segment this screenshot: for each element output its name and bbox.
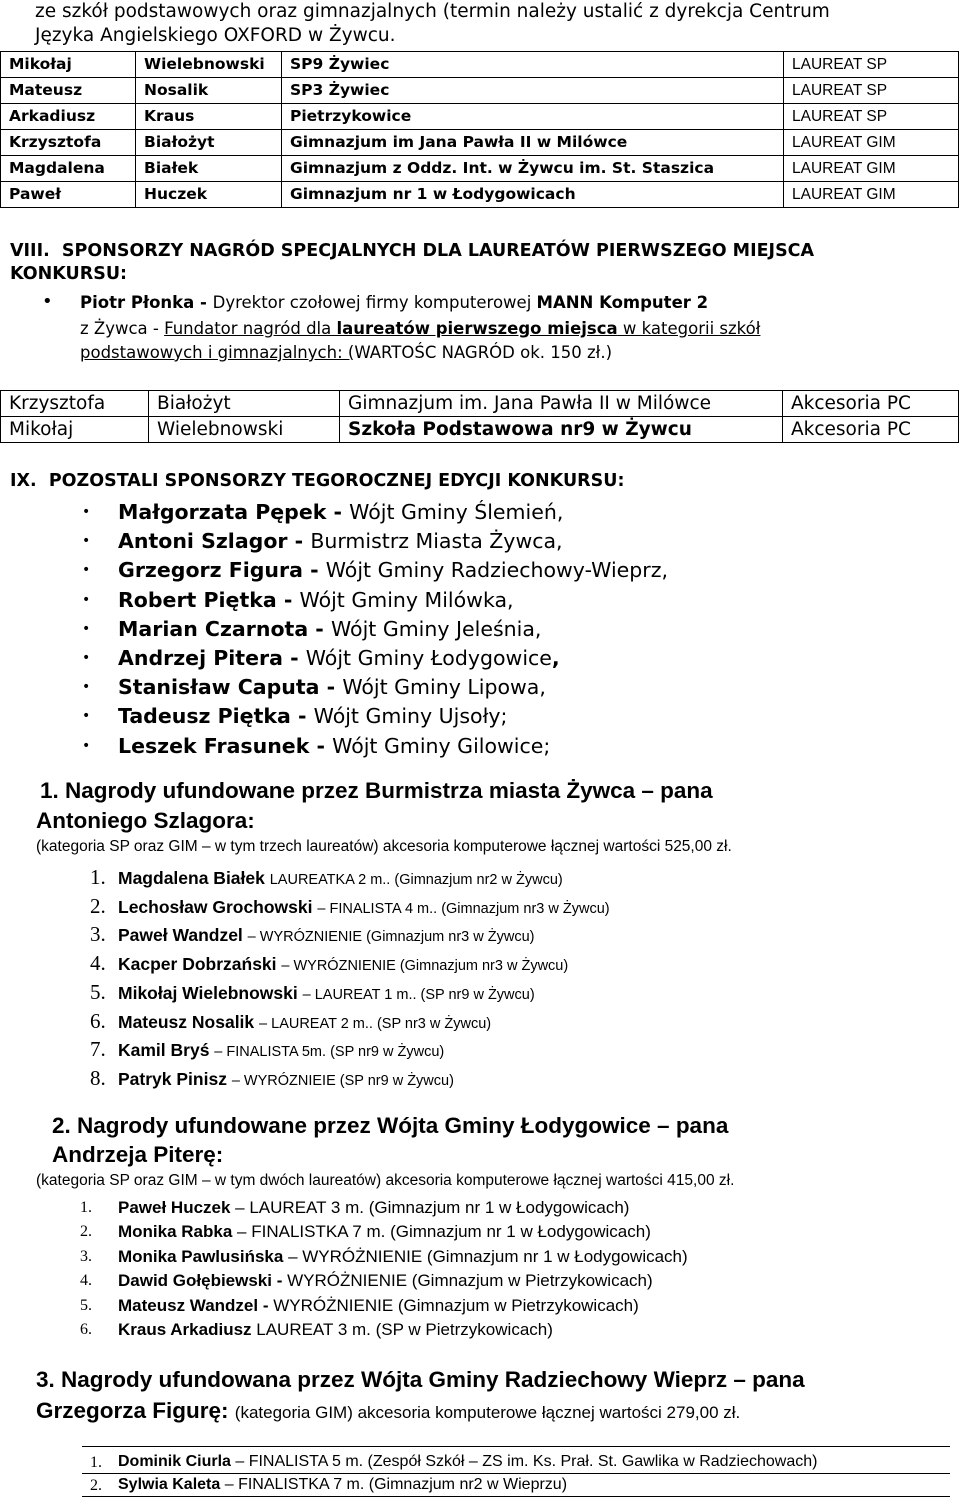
list-number: 8.	[90, 1065, 106, 1090]
list-number: 2.	[80, 1223, 92, 1241]
sponsor-name: Grzegorz Figura -	[118, 558, 326, 583]
list-item	[118, 954, 568, 975]
list-number: 1.	[90, 865, 106, 889]
list-item	[118, 702, 507, 731]
sponsor-role: Wójt Gminy Ślemień,	[349, 500, 564, 524]
bullet-icon: •	[82, 620, 91, 637]
list-item	[118, 983, 535, 1004]
table-row	[1, 78, 959, 104]
prize-cell: Akcesoria PC	[783, 417, 959, 443]
list-item	[118, 1012, 491, 1033]
table-row	[1, 104, 959, 130]
bullet-icon: •	[82, 591, 91, 608]
winner-result: – FINALISTKA 7 m. (Gimnazjum nr2 w Wieprzu)	[224, 1476, 568, 1493]
last-name-cell: Białożyt	[149, 391, 340, 417]
award-3-heading-line-2	[36, 1398, 740, 1424]
award-2-category: (kategoria SP oraz GIM – w tym dwóch laureatów) akcesoria komputerowe łącznej wartości 415,00 zł.	[36, 1172, 735, 1189]
list-item	[118, 1296, 639, 1316]
school-cell: SP3 Żywiec	[282, 78, 784, 104]
winner-result: – LAUREAT 1 m.. (SP nr9 w Żywcu)	[302, 986, 535, 1003]
winner-name: Mikołaj Wielebnowski	[118, 982, 303, 1003]
list-item	[118, 1271, 653, 1291]
first-name-cell: Krzysztofa	[1, 130, 136, 156]
sponsor-role: Dyrektor czołowej firmy komputerowej	[212, 293, 537, 312]
list-item	[118, 673, 546, 702]
sponsor-name: Małgorzata Pępek -	[118, 500, 350, 524]
winner-name: Kacper Dobrzański	[118, 954, 282, 975]
list-item	[118, 732, 550, 761]
winner-name: Dawid Gołębiewski -	[118, 1271, 288, 1291]
winner-result: – WYRÓZNIEIE (SP nr9 w Żywcu)	[231, 1072, 454, 1089]
winner-result: – WYRÓZNIENIE (Gimnazjum nr3 w Żywcu)	[281, 958, 569, 975]
list-number: 5.	[80, 1296, 92, 1314]
award-1-category: (kategoria SP oraz GIM – w tym trzech laureatów) akcesoria komputerowe łącznej wartości 525,00 zł.	[36, 838, 732, 855]
table-row	[1, 156, 959, 182]
winner-result: – WYRÓZNIENIE (Gimnazjum nr3 w Żywcu)	[247, 929, 535, 946]
table-row	[1, 52, 959, 78]
list-item	[118, 498, 563, 527]
winner-name: Mateusz Wandzel -	[118, 1295, 274, 1315]
winner-result: WYRÓŻNIENIE (Gimnazjum w Pietrzykowicach)	[287, 1271, 653, 1291]
winner-result: – LAUREAT 2 m.. (SP nr3 w Żywcu)	[259, 1015, 492, 1032]
section-title: POZOSTALI SPONSORZY TEGOROCZNEJ EDYCJI KONKURSU:	[48, 471, 625, 491]
list-number: 4.	[90, 951, 106, 976]
sponsor-tail: ,	[551, 646, 560, 670]
winner-name: Monika Rabka	[118, 1222, 238, 1242]
sponsor-name: Andrzej Pitera -	[118, 646, 306, 670]
school-cell: Gimnazjum im Jana Pawła II w Milówce	[282, 130, 784, 156]
sponsor-name: Stanisław Caputa -	[118, 675, 343, 700]
result-cell: LAUREAT GIM	[784, 182, 959, 208]
winner-name: Patryk Pinisz	[118, 1068, 232, 1089]
list-number: 6.	[90, 1008, 106, 1033]
section-8-heading	[10, 240, 814, 263]
bullet-icon: •	[82, 533, 91, 550]
last-name-cell: Białek	[136, 156, 282, 182]
bullet-icon: •	[82, 562, 91, 579]
section-number: IX.	[10, 471, 37, 491]
winner-result: – WYRÓŻNIENIE (Gimnazjum nr 1 w Łodygowicach)	[288, 1246, 688, 1266]
result-cell: LAUREAT GIM	[784, 130, 959, 156]
list-number: 2.	[90, 1477, 102, 1494]
sponsor-text: laureatów pierwszego miejsca	[336, 319, 618, 338]
sponsor-text: Fundator nagród dla	[164, 319, 337, 338]
winner-name: Kamil Bryś	[118, 1040, 215, 1061]
first-name-cell: Mikołaj	[1, 417, 149, 443]
last-name-cell: Huczek	[136, 182, 282, 208]
list-item	[118, 527, 563, 556]
winner-result: – FINALISTA 5m. (SP nr9 w Żywcu)	[214, 1044, 445, 1061]
section-title: SPONSORZY NAGRÓD SPECJALNYCH DLA LAUREATÓW PIERWSZEGO MIEJSCA	[61, 241, 815, 261]
list-item	[118, 1198, 629, 1218]
award-3-category: (kategoria GIM) akcesoria komputerowe łącznej wartości 279,00 zł.	[234, 1403, 741, 1422]
list-item	[118, 1476, 567, 1494]
result-cell: LAUREAT SP	[784, 52, 959, 78]
winner-name: Paweł Huczek	[118, 1198, 236, 1217]
last-name-cell: Kraus	[136, 104, 282, 130]
winner-name: Lechosław Grochowski	[118, 896, 318, 917]
sponsor-role: Wójt Gminy Łodygowice	[305, 646, 552, 670]
list-item	[118, 1069, 454, 1090]
section-8-heading-line-2: KONKURSU:	[10, 264, 128, 284]
table-row	[1, 417, 959, 443]
sponsor-name: Robert Piętka -	[118, 587, 300, 612]
list-number: 1.	[80, 1199, 92, 1216]
winner-name: Dominik Ciurla	[118, 1453, 236, 1470]
award-1-heading-line-2: Antoniego Szlagora:	[36, 808, 255, 833]
winner-result: LAUREATKA 2 m.. (Gimnazjum nr2 w Żywcu)	[269, 872, 563, 888]
laureates-table	[0, 51, 959, 208]
list-item	[118, 1320, 553, 1340]
list-number: 3.	[90, 922, 106, 947]
table-row	[1, 182, 959, 208]
sponsor-role: Burmistrz Miasta Żywca,	[310, 529, 563, 554]
list-item	[118, 644, 560, 673]
award-3-patron: Grzegorza Figurę:	[36, 1398, 235, 1423]
section-9-heading	[10, 470, 624, 493]
result-cell: LAUREAT SP	[784, 104, 959, 130]
bullet-icon: •	[82, 650, 91, 666]
list-number: 3.	[80, 1247, 92, 1265]
list-item	[118, 586, 514, 615]
first-name-cell: Arkadiusz	[1, 104, 136, 130]
last-name-cell: Wielebnowski	[136, 52, 282, 78]
first-name-cell: Mateusz	[1, 78, 136, 104]
winner-name: Paweł Wandzel	[118, 925, 248, 946]
winner-name: Kraus Arkadiusz	[118, 1320, 257, 1339]
intro-line-1: ze szkół podstawowych oraz gimnazjalnych (termin należy ustalić z dyrekcja Centrum	[35, 1, 830, 22]
special-sponsor-line-3	[80, 342, 612, 364]
school-cell: Pietrzykowice	[282, 104, 784, 130]
last-name-cell: Wielebnowski	[149, 417, 340, 443]
list-item	[118, 925, 535, 946]
sponsor-role: Wójt Gminy Milówka,	[299, 587, 514, 612]
last-name-cell: Białożyt	[136, 130, 282, 156]
winner-result: – FINALISTA 5 m. (Zespół Szkół – ZS im. Ks. Prał. St. Gawlika w Radziechowach)	[235, 1453, 818, 1470]
sponsor-name: Leszek Frasunek -	[118, 733, 333, 758]
special-sponsor-line-1	[80, 292, 708, 314]
sponsor-role: Wójt Gminy Radziechowy-Wieprz,	[325, 558, 668, 583]
table-row	[1, 391, 959, 417]
winner-name: Magdalena Białek	[118, 868, 270, 888]
intro-line-2: Języka Angielskiego OXFORD w Żywcu.	[35, 25, 396, 46]
list-number: 7.	[90, 1037, 106, 1062]
award-3-heading: 3. Nagrody ufundowana przez Wójta Gminy Radziechowy Wieprz – pana	[36, 1367, 805, 1392]
bullet-icon: •	[82, 504, 91, 520]
bullet-icon: •	[82, 679, 91, 696]
school-cell: Gimnazjum im. Jana Pawła II w Milówce	[340, 391, 783, 417]
first-name-cell: Magdalena	[1, 156, 136, 182]
special-sponsor-line-2	[80, 318, 760, 340]
sponsor-firm: MANN Komputer 2	[536, 293, 709, 312]
sponsor-name: Antoni Szlagor -	[118, 529, 311, 554]
list-item	[118, 1040, 444, 1061]
table-row	[1, 130, 959, 156]
bullet-icon: •	[42, 291, 53, 312]
list-number: 1.	[90, 1454, 102, 1471]
special-awards-table	[0, 390, 959, 443]
bullet-icon: •	[82, 708, 91, 725]
winner-result: LAUREAT 3 m. (SP w Pietrzykowicach)	[256, 1320, 553, 1339]
school-cell: Szkoła Podstawowa nr9 w Żywcu	[340, 417, 783, 443]
sponsor-name: Tadeusz Piętka -	[118, 704, 314, 729]
divider	[82, 1496, 950, 1497]
award-2-heading-line-2: Andrzeja Piterę:	[52, 1142, 224, 1167]
first-name-cell: Paweł	[1, 182, 136, 208]
prize-cell: Akcesoria PC	[783, 391, 959, 417]
result-cell: LAUREAT SP	[784, 78, 959, 104]
result-cell: LAUREAT GIM	[784, 156, 959, 182]
list-item	[118, 615, 541, 644]
award-2-heading: 2. Nagrody ufundowane przez Wójta Gminy Łodygowice – pana	[52, 1113, 729, 1138]
school-cell: SP9 Żywiec	[282, 52, 784, 78]
divider	[82, 1446, 950, 1447]
first-name-cell: Mikołaj	[1, 52, 136, 78]
sponsor-text: WARTOŚC NAGRÓD ok. 150 zł.)	[354, 343, 613, 362]
sponsor-role: Wójt Gminy Gilowice;	[332, 733, 551, 758]
sponsor-text: w kategorii szkół	[617, 319, 761, 338]
bullet-icon: •	[82, 737, 91, 754]
sponsor-name: Piotr Płonka -	[80, 293, 213, 312]
award-1-heading: 1. Nagrody ufundowane przez Burmistrza miasta Żywca – pana	[40, 778, 713, 803]
list-number: 6.	[80, 1321, 92, 1338]
winner-result: – LAUREAT 3 m. (Gimnazjum nr 1 w Łodygowicach)	[235, 1198, 630, 1217]
divider	[82, 1473, 950, 1474]
list-number: 2.	[90, 893, 106, 918]
list-item	[118, 868, 563, 889]
winner-result: WYRÓŻNIENIE (Gimnazjum w Pietrzykowicach)	[273, 1295, 639, 1315]
list-item	[118, 556, 668, 585]
winner-name: Sylwia Kaleta	[118, 1476, 225, 1493]
sponsor-role: Wójt Gminy Jeleśnia,	[330, 616, 542, 641]
list-item	[118, 1247, 688, 1267]
winner-name: Mateusz Nosalik	[118, 1011, 260, 1032]
first-name-cell: Krzysztofa	[1, 391, 149, 417]
sponsor-text: z Żywca -	[80, 319, 165, 338]
section-number: VIII.	[10, 241, 50, 261]
last-name-cell: Nosalik	[136, 78, 282, 104]
winner-name: Monika Pawlusińska	[118, 1246, 289, 1266]
school-cell: Gimnazjum z Oddz. Int. w Żywcu im. St. Staszica	[282, 156, 784, 182]
sponsor-text: podstawowych i gimnazjalnych: (	[80, 343, 355, 362]
sponsor-role: Wójt Gminy Lipowa,	[342, 675, 546, 700]
sponsor-name: Marian Czarnota -	[118, 616, 331, 641]
list-item	[118, 1453, 817, 1471]
winner-result: – FINALISTKA 7 m. (Gimnazjum nr 1 w Łodygowicach)	[237, 1222, 651, 1242]
list-item	[118, 897, 610, 918]
sponsor-role: Wójt Gminy Ujsoły;	[313, 704, 508, 729]
list-number: 5.	[90, 979, 106, 1004]
list-number: 4.	[80, 1272, 92, 1290]
list-item	[118, 1222, 651, 1242]
school-cell: Gimnazjum nr 1 w Łodygowicach	[282, 182, 784, 208]
winner-result: – FINALISTA 4 m.. (Gimnazjum nr3 w Żywcu)	[317, 900, 610, 917]
